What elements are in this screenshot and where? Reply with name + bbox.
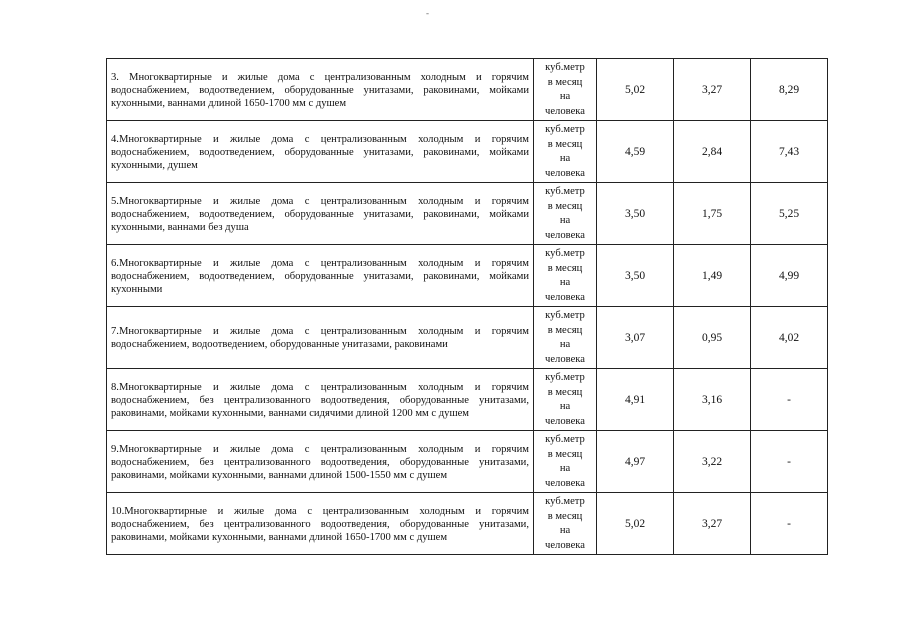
row-value-2: 0,95 [674,307,751,369]
row-unit: куб.метр в месяц на человека [534,307,597,369]
row-value-2: 3,27 [674,59,751,121]
row-value-2: 3,16 [674,369,751,431]
row-unit: куб.метр в месяц на человека [534,245,597,307]
row-value-1: 5,02 [597,59,674,121]
row-value-2: 1,75 [674,183,751,245]
row-value-3: 4,99 [751,245,828,307]
table-row [107,369,828,431]
table-body [107,59,828,555]
row-value-1: 3,50 [597,183,674,245]
row-value-3: - [751,431,828,493]
row-description: 3. Многоквартирные и жилые дома с централизованным холодным и горячим водоснабжением, водоотведением, оборудованные унитазами, раковинами, мойками кухонными, ваннами длиной 1650-1700 мм с душем [107,59,534,121]
row-unit: куб.метр в месяц на человека [534,369,597,431]
table-row [107,307,828,369]
row-description: 7.Многоквартирные и жилые дома с централизованным холодным и горячим водоснабжением, водоотведением, оборудованные унитазами, раковинами [107,307,534,369]
row-value-3: - [751,369,828,431]
row-description: 5.Многоквартирные и жилые дома с централизованным холодным и горячим водоснабжением, водоотведением, оборудованные унитазами, раковинами, мойками кухонными, ваннами без душа [107,183,534,245]
row-value-1: 5,02 [597,493,674,555]
row-value-3: 4,02 [751,307,828,369]
table-row [107,183,828,245]
row-value-2: 3,22 [674,431,751,493]
row-unit: куб.метр в месяц на человека [534,183,597,245]
table-row [107,493,828,555]
row-value-1: 4,97 [597,431,674,493]
row-value-1: 4,91 [597,369,674,431]
row-value-3: 7,43 [751,121,828,183]
row-value-2: 2,84 [674,121,751,183]
row-unit: куб.метр в месяц на человека [534,493,597,555]
row-value-1: 3,50 [597,245,674,307]
row-description: 10.Многоквартирные и жилые дома с централизованным холодным и горячим водоснабжением, без централизованного водоотведения, оборудованные унитазами, раковинами, мойками кухонными, ваннами длиной 1650-1700 мм с душем [107,493,534,555]
row-value-3: - [751,493,828,555]
row-value-1: 3,07 [597,307,674,369]
page-mark: - [426,8,429,18]
table-row [107,245,828,307]
row-description: 8.Многоквартирные и жилые дома с централизованным холодным и горячим водоснабжением, без централизованного водоотведения, оборудованные унитазами, раковинами, мойками кухонными, ваннами сидячими длиной 1200 мм с душем [107,369,534,431]
row-value-3: 5,25 [751,183,828,245]
table-row [107,431,828,493]
row-unit: куб.метр в месяц на человека [534,59,597,121]
row-description: 6.Многоквартирные и жилые дома с централизованным холодным и горячим водоснабжением, водоотведением, оборудованные унитазами, раковинами, мойками кухонными [107,245,534,307]
row-value-2: 1,49 [674,245,751,307]
table-row [107,121,828,183]
row-value-2: 3,27 [674,493,751,555]
row-description: 4.Многоквартирные и жилые дома с централизованным холодным и горячим водоснабжением, водоотведением, оборудованные унитазами, раковинами, мойками кухонными, душем [107,121,534,183]
consumption-norms-table [106,58,828,555]
row-unit: куб.метр в месяц на человека [534,431,597,493]
row-unit: куб.метр в месяц на человека [534,121,597,183]
table-row [107,59,828,121]
row-value-1: 4,59 [597,121,674,183]
row-value-3: 8,29 [751,59,828,121]
row-description: 9.Многоквартирные и жилые дома с централизованным холодным и горячим водоснабжением, без централизованного водоотведения, оборудованные унитазами, раковинами, мойками кухонными, ваннами длиной 1500-1550 мм с душем [107,431,534,493]
